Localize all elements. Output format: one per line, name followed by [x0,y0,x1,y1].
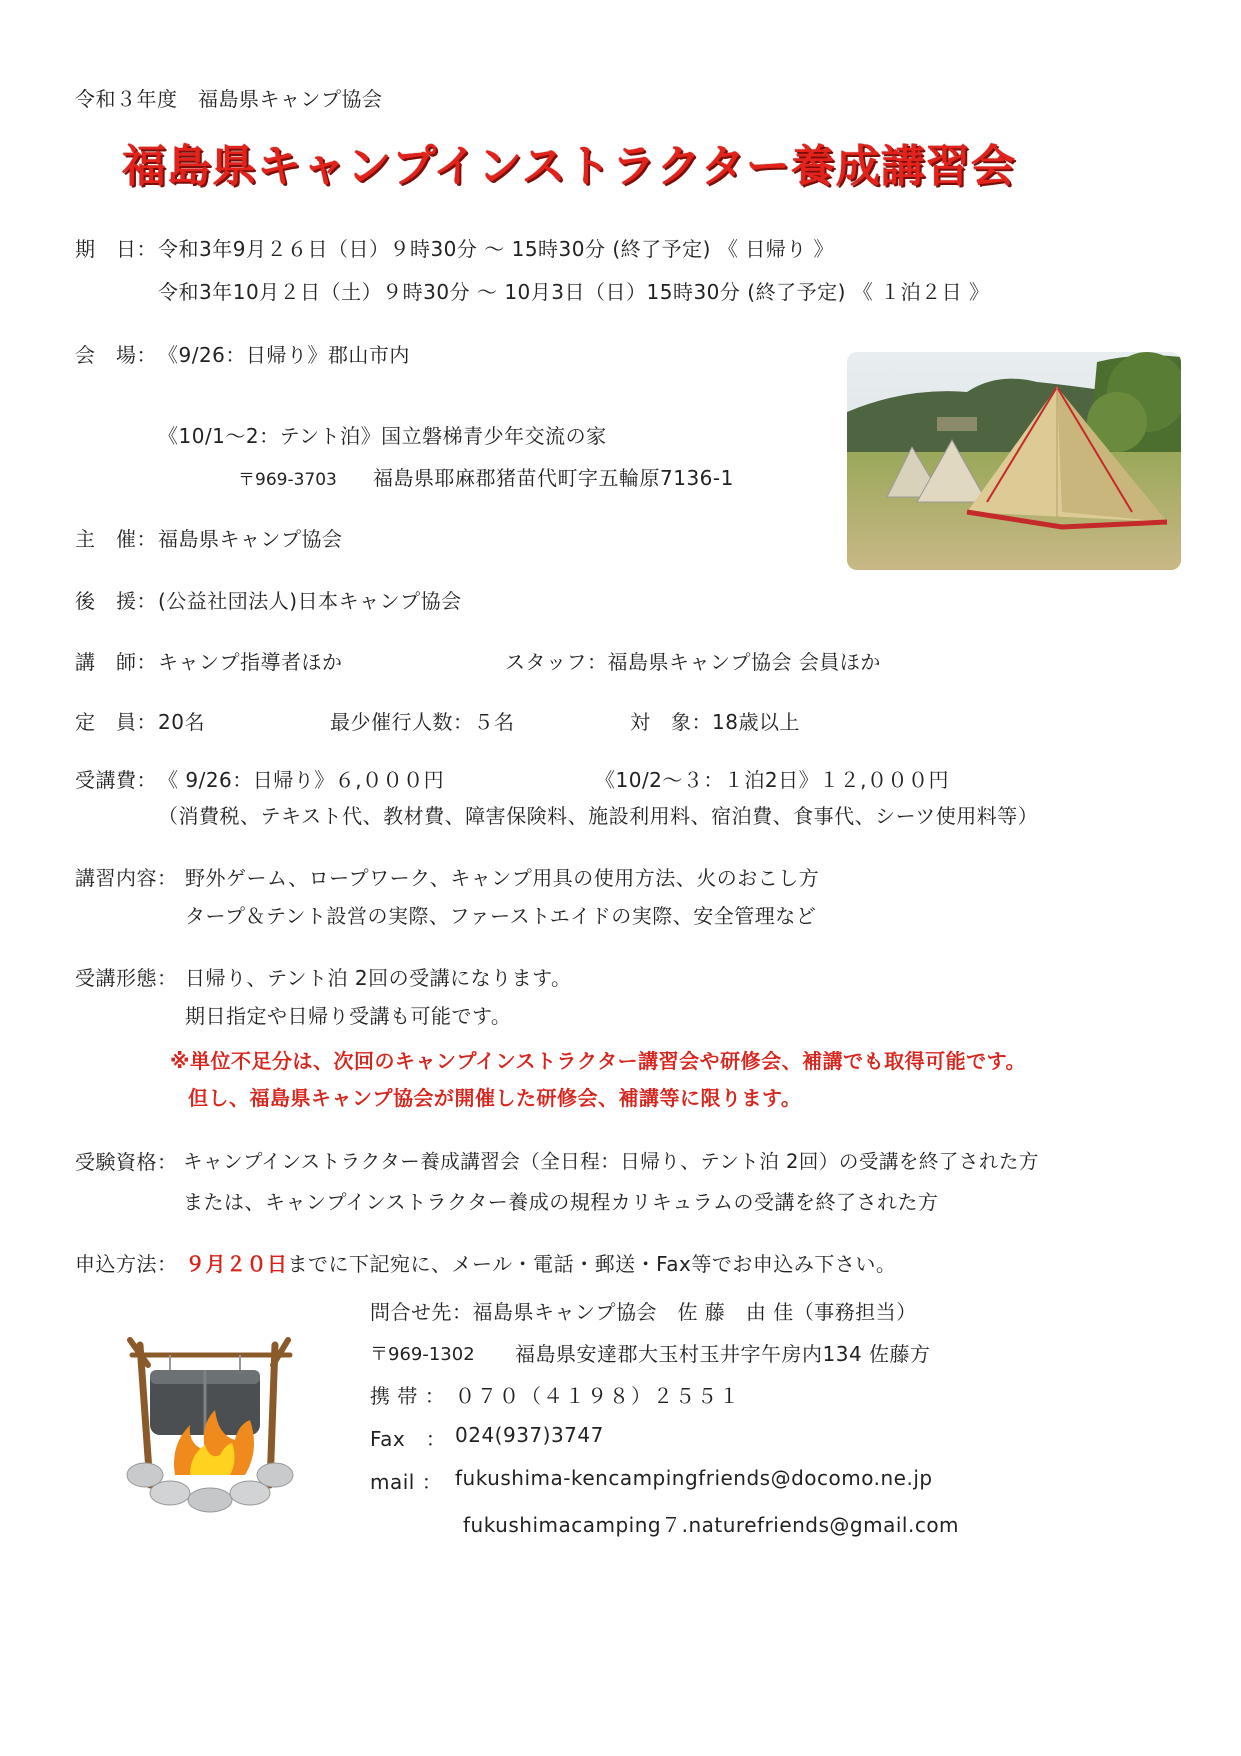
staff-value: スタッフ：福島県キャンプ協会 会員ほか [505,650,881,674]
contact-mail-1[interactable]: fukushima-kencampingfriends@docomo.ne.jp [455,1466,933,1490]
contact-address: 福島県安達郡大玉村玉井字午房内134 佐藤方 [515,1342,931,1366]
schedule-label: 期 日： [75,237,157,261]
instructor-label: 講 師： [75,650,157,674]
capacity-value: 20名 [158,710,205,734]
qualification-label: 受験資格： [75,1150,178,1174]
contact-mobile-label: 携 帯 ： [370,1384,446,1408]
schedule-line-2: 令和3年10月２日（土）９時30分 ～ 10月3日（日）15時30分 (終了予定) 《 １泊２日 》 [158,280,990,304]
contact-fax-label: Fax ： [370,1427,447,1451]
page-title: 福島県キャンプインストラクター養成講習会 [122,141,1016,192]
host-label: 主 催： [75,527,157,551]
support-label: 後 援： [75,589,157,613]
contact-fax: 024(937)3747 [455,1423,604,1447]
contact-postal: 〒969-1302 [370,1344,475,1365]
qualification-line-1: キャンプインストラクター養成講習会（全日程：日帰り、テント泊 2回）の受講を終了された方 [183,1150,1039,1173]
contact-mobile: ０７０（４１９８）２５５１ [455,1384,741,1408]
contact-mail-2[interactable]: fukushimacamping７.naturefriends@gmail.com [463,1513,960,1537]
capacity-label: 定 員： [75,710,157,734]
content-line-2: タープ＆テント設営の実際、ファーストエイドの実際、安全管理など [185,904,817,928]
instructor-value: キャンプ指導者ほか [158,650,343,674]
content-line-1: 野外ゲーム、ロープワーク、キャンプ用具の使用方法、火のおこし方 [185,866,820,890]
fee-label: 受講費： [75,768,157,792]
apply-label: 申込方法： [75,1252,178,1276]
format-label: 受講形態： [75,966,178,990]
apply-text [185,1248,896,1277]
venue-line-1: 《9/26：日帰り》郡山市内 [158,343,410,367]
host-value: 福島県キャンプ協会 [158,527,343,551]
venue-line-2: 《10/1～2：テント泊》国立磐梯青少年交流の家 [158,424,607,448]
contact-mail-label: mail ： [370,1470,443,1494]
campfire-illustration [110,1325,310,1515]
target-age: 対 象：18歳以上 [630,710,800,734]
qualification-line-2: または、キャンプインストラクター養成の規程カリキュラムの受講を終了された方 [183,1190,939,1214]
apply-deadline: ９月２０日 [185,1252,288,1276]
campfire-icon [110,1325,310,1515]
min-participants: 最少催行人数：５名 [330,710,515,734]
content-label: 講習内容： [75,866,178,890]
format-note-2: 但し、福島県キャンプ協会が開催した研修会、補講等に限ります。 [188,1086,802,1110]
fee-overnight: 《10/2～３：１泊2日》１２,０００円 [595,768,949,792]
fee-day: 《 9/26：日帰り》６,０００円 [158,768,445,792]
tent-photo-image [847,352,1181,570]
format-line-2: 期日指定や日帰り受講も可能です。 [185,1004,512,1028]
fee-note: （消費税、テキスト代、教材費、障害保険料、施設利用料、宿泊費、食事代、シーツ使用料等） [158,804,1039,828]
venue-label: 会 場： [75,343,157,367]
venue-postal: 〒969-3703 [238,470,337,490]
tent-photo [847,352,1181,570]
support-value: (公益社団法人)日本キャンプ協会 [158,589,462,613]
venue-address: 福島県耶麻郡猪苗代町字五輪原7136-1 [373,466,734,490]
header-org: 令和３年度 福島県キャンプ協会 [75,87,383,111]
format-note-1: ※単位不足分は、次回のキャンプインストラクター講習会や研修会、補講でも取得可能です。 [170,1049,1027,1073]
format-line-1: 日帰り、テント泊 2回の受講になります。 [185,966,572,990]
contact-line: 問合せ先：福島県キャンプ協会 佐 藤 由 佳（事務担当） [370,1300,917,1324]
schedule-line-1: 令和3年9月２６日（日）９時30分 ～ 15時30分 (終了予定) 《 日帰り 》 [158,237,835,261]
apply-rest: までに下記宛に、メール・電話・郵送・Fax等でお申込み下さい。 [287,1252,897,1276]
